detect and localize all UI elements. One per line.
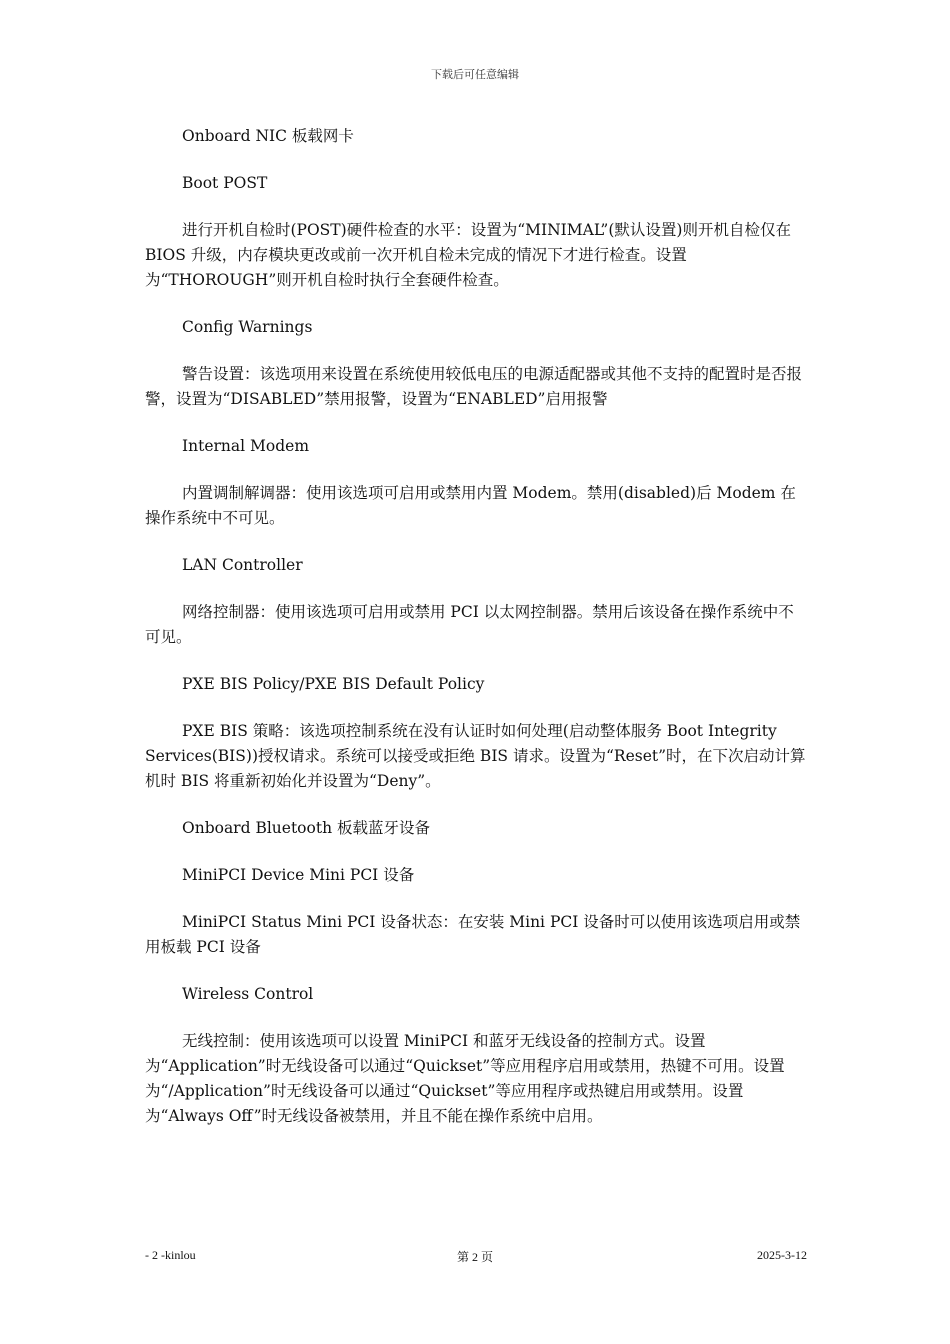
footer-date: 2025-3-12 — [757, 1248, 807, 1262]
section-heading-onboard-nic: Onboard NIC 板载网卡 — [182, 127, 354, 145]
section-heading-boot-post: Boot POST — [182, 174, 268, 192]
page-header: 下载后可任意编辑 — [431, 68, 519, 81]
paragraph-config-warnings: 警告设置：该选项用来设置在系统使用较低电压的电源适配器或其他不支持的配置时是否报警，设置为“DISABLED”禁用报警，设置为“ENABLED”启用报警 — [145, 365, 803, 408]
section-heading-internal-modem: Internal Modem — [182, 437, 310, 455]
paragraph-minipci-status: MiniPCI Status Mini PCI 设备状态：在安装 Mini PCI 设备时可以使用该选项启用或禁用板载 PCI 设备 — [145, 913, 801, 956]
section-heading-wireless-control: Wireless Control — [182, 985, 314, 1003]
footer-left: - 2 -kinlou — [145, 1248, 196, 1262]
paragraph-wireless-control: 无线控制：使用该选项可以设置 MiniPCI 和蓝牙无线设备的控制方式。设置为“Application”时无线设备可以通过“Quickset”等应用程序启用或禁用，热键不可用。设置为“/Application”时无线设备可以通过“Quickset”等应用程序或热键启用或禁用。设置为“Always Off”时无线设备被禁用，并且不能在操作系统中启用。 — [145, 1032, 785, 1125]
paragraph-boot-post: 进行开机自检时(POST)硬件检查的水平：设置为“MINIMAL”(默认设置)则开机自检仅在 BIOS 升级，内存模块更改或前一次开机自检未完成的情况下才进行检查。设置为“THOROUGH”则开机自检时执行全套硬件检查。 — [145, 221, 791, 289]
paragraph-pxe-bis: PXE BIS 策略：该选项控制系统在没有认证时如何处理(启动整体服务 Boot Integrity Services(BIS))授权请求。系统可以接受或拒绝 BIS 请求。设置为“Reset”时，在下次启动计算机时 BIS 将重新初始化并设置为“Deny”。 — [145, 722, 806, 790]
section-heading-onboard-bluetooth: Onboard Bluetooth 板载蓝牙设备 — [182, 819, 430, 837]
footer-page-number: 第 2 页 — [456, 1250, 493, 1264]
document-body — [145, 124, 807, 1151]
section-heading-lan-controller: LAN Controller — [182, 556, 303, 574]
paragraph-internal-modem: 内置调制解调器：使用该选项可启用或禁用内置 Modem。禁用(disabled)后 Modem 在操作系统中不可见。 — [145, 484, 796, 527]
section-heading-config-warnings: Config Warnings — [182, 318, 313, 336]
paragraph-lan-controller: 网络控制器：使用该选项可启用或禁用 PCI 以太网控制器。禁用后该设备在操作系统中不可见。 — [145, 603, 794, 646]
section-heading-minipci-device: MiniPCI Device Mini PCI 设备 — [182, 866, 415, 884]
section-heading-pxe-bis: PXE BIS Policy/PXE BIS Default Policy — [182, 675, 485, 693]
